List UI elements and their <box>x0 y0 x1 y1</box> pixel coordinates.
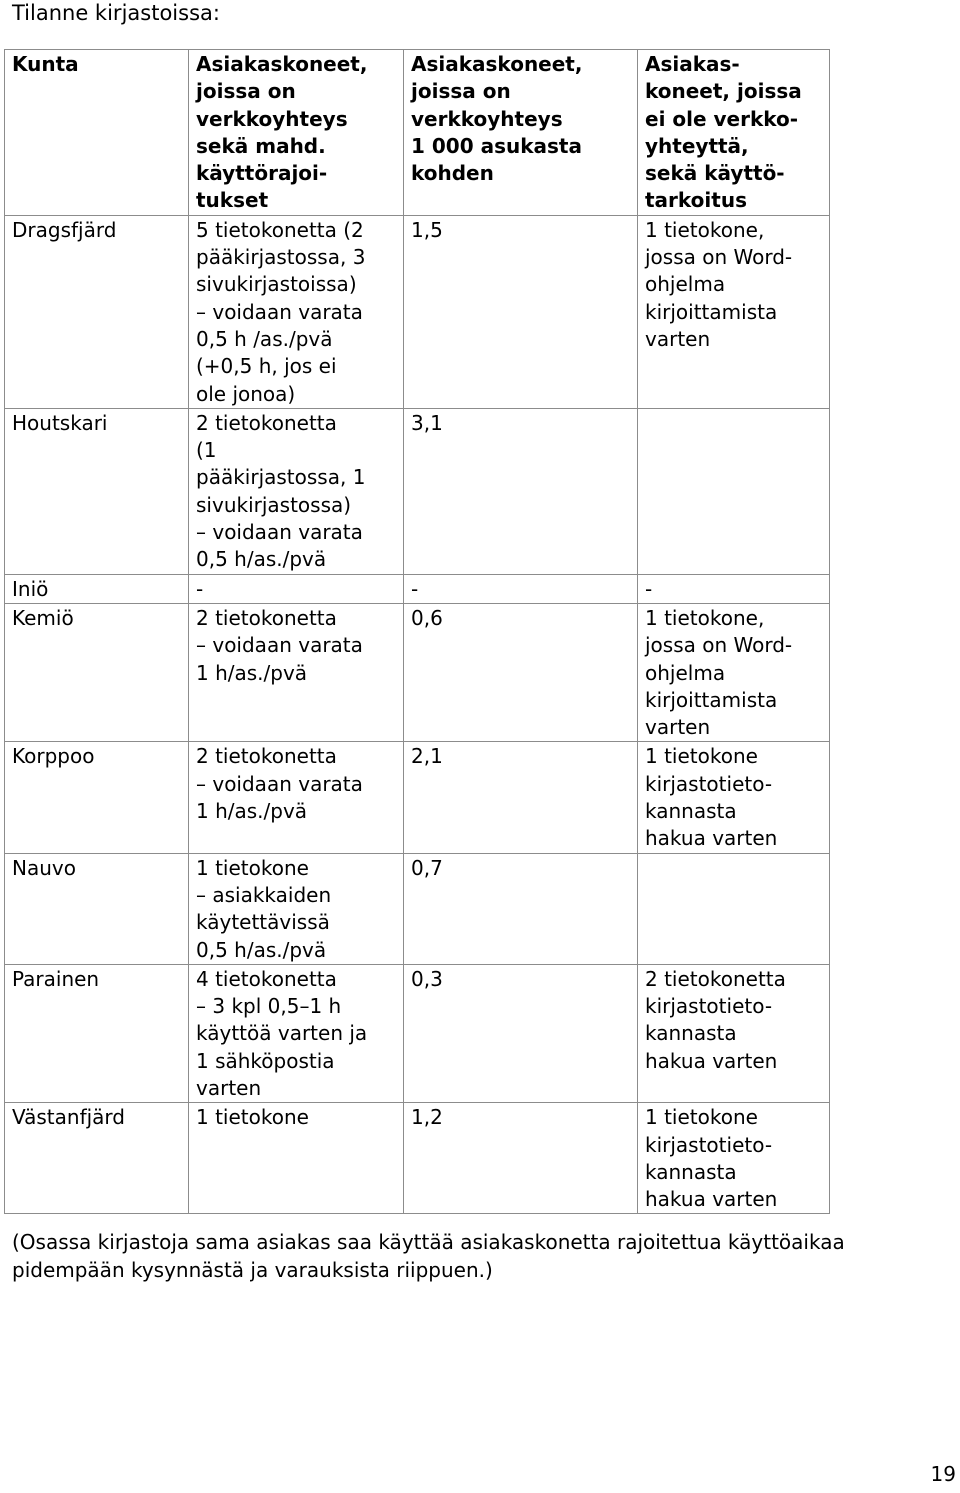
cell-koneet: 2 tietokonetta – voidaan varata 1 h/as./pvä <box>189 603 404 741</box>
table-row <box>5 964 830 1102</box>
table-row <box>5 574 830 603</box>
cell-kunta: Korppoo <box>5 742 189 853</box>
library-table <box>4 49 830 1214</box>
header-koneet-verkko: Asiakaskoneet, joissa on verkkoyhteys sekä mahd. käyttörajoi- tukset <box>189 50 404 216</box>
cell-kunta: Dragsfjärd <box>5 215 189 408</box>
cell-ilman: 2 tietokonetta kirjastotieto- kannasta hakua varten <box>638 964 830 1102</box>
cell-ilman <box>638 853 830 964</box>
cell-per1000: 1,2 <box>404 1103 638 1214</box>
table-row <box>5 1103 830 1214</box>
footnote-text: (Osassa kirjastoja sama asiakas saa käyttää asiakaskonetta rajoitettua käyttöaikaa pidempään kysynnästä ja varauksista riippuen.) <box>12 1230 845 1282</box>
table-header-row <box>5 50 830 216</box>
table-row <box>5 408 830 574</box>
cell-ilman: 1 tietokone kirjastotieto- kannasta hakua varten <box>638 742 830 853</box>
cell-per1000: 1,5 <box>404 215 638 408</box>
cell-koneet: 1 tietokone <box>189 1103 404 1214</box>
cell-per1000: 0,7 <box>404 853 638 964</box>
page-number: 19 <box>930 1462 956 1486</box>
table-row <box>5 742 830 853</box>
header-per-1000: Asiakaskoneet, joissa on verkkoyhteys 1 000 asukasta kohden <box>404 50 638 216</box>
cell-kunta: Houtskari <box>5 408 189 574</box>
cell-koneet: - <box>189 574 404 603</box>
cell-per1000: 2,1 <box>404 742 638 853</box>
cell-koneet: 5 tietokonetta (2 pääkirjastossa, 3 sivukirjastoissa) – voidaan varata 0,5 h /as./pvä (+0,5 h, jos ei ole jonoa) <box>189 215 404 408</box>
cell-koneet: 1 tietokone – asiakkaiden käytettävissä 0,5 h/as./pvä <box>189 853 404 964</box>
cell-ilman <box>638 408 830 574</box>
cell-koneet: 2 tietokonetta – voidaan varata 1 h/as./pvä <box>189 742 404 853</box>
table-row <box>5 603 830 741</box>
cell-koneet: 2 tietokonetta (1 pääkirjastossa, 1 sivukirjastossa) – voidaan varata 0,5 h/as./pvä <box>189 408 404 574</box>
intro-text: Tilanne kirjastoissa: <box>12 1 220 25</box>
cell-per1000: - <box>404 574 638 603</box>
cell-koneet: 4 tietokonetta – 3 kpl 0,5–1 h käyttöä varten ja 1 sähköpostia varten <box>189 964 404 1102</box>
header-koneet-ilman-verkkoa: Asiakas- koneet, joissa ei ole verkko- yhteyttä, sekä käyttö- tarkoitus <box>638 50 830 216</box>
cell-kunta: Parainen <box>5 964 189 1102</box>
table-row <box>5 215 830 408</box>
cell-ilman: 1 tietokone, jossa on Word- ohjelma kirjoittamista varten <box>638 603 830 741</box>
cell-kunta: Västanfjärd <box>5 1103 189 1214</box>
table-row <box>5 853 830 964</box>
cell-kunta: Iniö <box>5 574 189 603</box>
cell-per1000: 0,6 <box>404 603 638 741</box>
cell-per1000: 3,1 <box>404 408 638 574</box>
cell-ilman: 1 tietokone kirjastotieto- kannasta hakua varten <box>638 1103 830 1214</box>
header-kunta: Kunta <box>5 50 189 216</box>
cell-ilman: 1 tietokone, jossa on Word- ohjelma kirjoittamista varten <box>638 215 830 408</box>
cell-per1000: 0,3 <box>404 964 638 1102</box>
cell-ilman: - <box>638 574 830 603</box>
cell-kunta: Kemiö <box>5 603 189 741</box>
cell-kunta: Nauvo <box>5 853 189 964</box>
